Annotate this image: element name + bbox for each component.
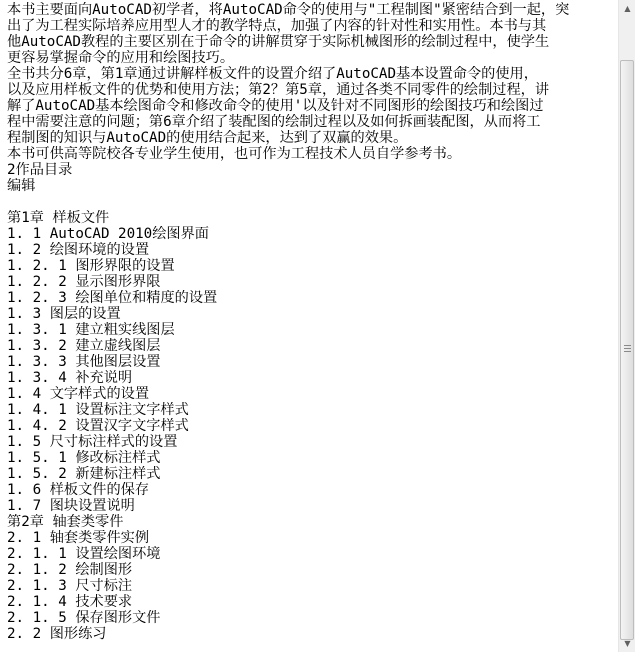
text-line: 1. 2. 2 显示图形界限 — [7, 274, 161, 290]
text-line: 第1章 样板文件 — [7, 210, 110, 226]
text-line: 2作品目录 — [7, 162, 73, 178]
text-line: 本书主要面向AutoCAD初学者，将AutoCAD命令的使用与"工程制图"紧密结合到一起，突 — [7, 2, 570, 18]
text-line: 他AutoCAD教程的主要区别在于命令的讲解贯穿于实际机械图形的绘制过程中，使学生 — [7, 34, 550, 50]
text-line: 1. 4 文字样式的设置 — [7, 386, 150, 402]
text-line: 以及应用样板文件的优势和使用方法；第2？第5章，通过各类不同零件的绘制过程，讲 — [7, 82, 550, 98]
text-line: 2. 1. 2 绘制图形 — [7, 562, 133, 578]
text-line: 1. 2. 3 绘图单位和精度的设置 — [7, 290, 218, 306]
text-line: 1. 3. 2 建立虚线图层 — [7, 338, 161, 354]
text-line: 解了AutoCAD基本绘图命令和修改命令的使用'以及针对不同图形的绘图技巧和绘图过 — [7, 98, 544, 114]
text-line: 1. 5. 1 修改标注样式 — [7, 450, 161, 466]
text-line: 1. 6 样板文件的保存 — [7, 482, 150, 498]
text-line: 本书可供高等院校各专业学生使用，也可作为工程技术人员自学参考书。 — [7, 146, 462, 162]
text-line: 更容易掌握命令的应用和绘图技巧。 — [7, 50, 235, 66]
text-line: 1. 2 绘图环境的设置 — [7, 242, 150, 258]
text-line: 2. 1. 3 尺寸标注 — [7, 578, 133, 594]
text-line: 1. 3. 3 其他图层设置 — [7, 354, 161, 370]
text-line: 全书共分6章，第1章通过讲解样板文件的设置介绍了AutoCAD基本设置命令的使用， — [7, 66, 538, 82]
thumb-grip-line — [624, 348, 631, 349]
text-line: 2. 2 图形练习 — [7, 626, 107, 642]
text-line: 第2章 轴套类零件 — [7, 514, 124, 530]
text-line: 1. 1 AutoCAD 2010绘图界面 — [7, 226, 209, 242]
text-line: 程制图的知识与AutoCAD的使用结合起来，达到了双赢的效果。 — [7, 130, 408, 146]
text-line: 1. 5. 2 新建标注样式 — [7, 466, 161, 482]
thumb-grip-line — [624, 345, 631, 346]
text-line: 1. 5 尺寸标注样式的设置 — [7, 434, 178, 450]
vertical-scrollbar[interactable] — [618, 0, 635, 652]
text-line: 1. 7 图块设置说明 — [7, 498, 135, 514]
text-line: 2. 1 轴套类零件实例 — [7, 530, 150, 546]
text-line: 1. 4. 1 设置标注文字样式 — [7, 402, 189, 418]
text-line: 1. 3. 4 补充说明 — [7, 370, 133, 386]
thumb-grip-line — [624, 351, 631, 352]
text-line: 出了为工程实际培养应用型人才的教学特点，加强了内容的针对性和实用性。本书与其 — [7, 18, 547, 34]
text-line: 2. 1. 5 保存图形文件 — [7, 610, 161, 626]
text-line: 编辑 — [7, 178, 36, 194]
text-line: 程中需要注意的问题；第6章介绍了装配图的绘制过程以及如何拆画装配图，从而将工 — [7, 114, 541, 130]
scroll-up-arrow-icon[interactable]: ▲ — [624, 4, 631, 13]
text-line: 1. 2. 1 图形界限的设置 — [7, 258, 175, 274]
text-line: 2. 1. 1 设置绘图环境 — [7, 546, 161, 562]
text-line: 1. 3. 1 建立粗实线图层 — [7, 322, 175, 338]
scroll-down-arrow-icon[interactable]: ▼ — [624, 639, 631, 648]
text-line: 2. 1. 4 技术要求 — [7, 594, 133, 610]
text-line: 1. 3 图层的设置 — [7, 306, 121, 322]
scrollbar-thumb[interactable] — [620, 60, 634, 640]
text-line: 1. 4. 2 设置汉字文字样式 — [7, 418, 189, 434]
text-line — [7, 194, 617, 210]
